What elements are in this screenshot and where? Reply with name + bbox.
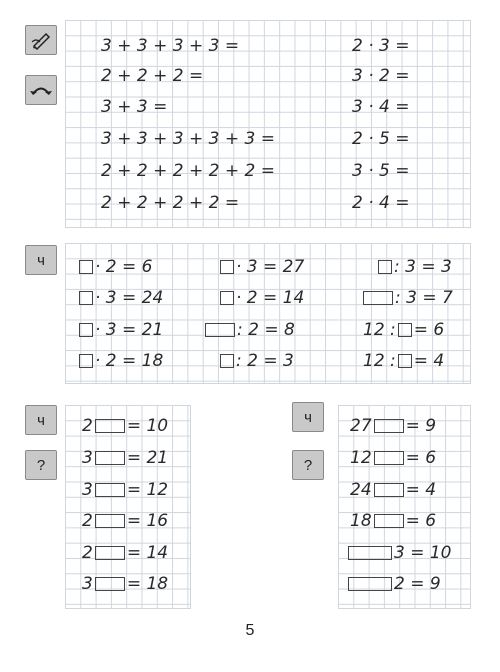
answer-box[interactable] — [79, 323, 93, 337]
swap-arrow-icon-button[interactable] — [25, 75, 57, 105]
s4-row-1: 12 = 6 — [350, 448, 437, 468]
answer-box-double[interactable] — [205, 323, 235, 337]
pencil-icon-button[interactable] — [25, 25, 57, 55]
answer-box[interactable] — [398, 354, 412, 368]
expr-s1-left-0: 3 + 3 + 3 + 3 = — [101, 36, 240, 56]
s2-col2-row-1: · 2 = 14 — [218, 288, 304, 308]
expr-s1-right-0: 2 · 3 = — [352, 36, 410, 56]
expr-s1-left-1: 2 + 2 + 2 = — [101, 66, 204, 86]
s2-col3-row-1: : 3 = 7 — [361, 288, 453, 308]
answer-box-double[interactable] — [95, 451, 125, 465]
answer-box-double[interactable] — [374, 483, 404, 497]
s3-row-3: 2 = 16 — [82, 511, 169, 531]
s2-col3-row-0: : 3 = 3 — [376, 257, 452, 277]
expr-s1-right-4: 3 · 5 = — [352, 161, 410, 181]
expr-s1-left-5: 2 + 2 + 2 + 2 = — [101, 193, 240, 213]
s3-row-4: 2 = 14 — [82, 543, 169, 563]
task-button-ch-s3[interactable]: ч — [25, 405, 57, 435]
answer-box[interactable] — [220, 354, 234, 368]
s4-row-3: 18 = 6 — [350, 511, 437, 531]
s4-row-4: 3 = 10 — [346, 543, 452, 563]
answer-box[interactable] — [79, 354, 93, 368]
expr-s1-right-1: 3 · 2 = — [352, 66, 410, 86]
task-button-ch[interactable]: ч — [25, 245, 57, 275]
expr-s1-left-2: 3 + 3 = — [101, 97, 168, 117]
answer-box-double[interactable] — [374, 451, 404, 465]
expr-s1-right-3: 2 · 5 = — [352, 129, 410, 149]
answer-box-double[interactable] — [95, 514, 125, 528]
answer-box[interactable] — [398, 323, 412, 337]
expr-s1-left-4: 2 + 2 + 2 + 2 + 2 = — [101, 161, 275, 181]
s3-row-2: 3 = 12 — [82, 480, 169, 500]
s2-col2-row-3: : 2 = 3 — [218, 351, 294, 371]
answer-box[interactable] — [378, 260, 392, 274]
task-button-ch-s4[interactable]: ч — [292, 402, 324, 432]
s2-col3-row-2: 12 : = 6 — [363, 320, 445, 340]
s2-col3-row-3: 12 : = 4 — [363, 351, 445, 371]
s4-row-5: 2 = 9 — [346, 574, 441, 594]
s4-row-0: 27 = 9 — [350, 416, 437, 436]
answer-box-double[interactable] — [363, 291, 393, 305]
answer-box-double[interactable] — [374, 419, 404, 433]
question-button-s3[interactable]: ? — [25, 450, 57, 480]
s2-col1-row-1: · 3 = 24 — [77, 288, 163, 308]
answer-box-double[interactable] — [95, 419, 125, 433]
answer-box[interactable] — [79, 260, 93, 274]
curved-arrow-icon — [29, 81, 53, 99]
s2-col1-row-2: · 3 = 21 — [77, 320, 163, 340]
answer-box-double[interactable] — [95, 483, 125, 497]
s2-col2-row-2: : 2 = 8 — [203, 320, 295, 340]
expr-s1-right-2: 3 · 4 = — [352, 97, 410, 117]
s2-col1-row-0: · 2 = 6 — [77, 257, 153, 277]
question-button-s4[interactable]: ? — [292, 450, 324, 480]
s2-col1-row-3: · 2 = 18 — [77, 351, 163, 371]
expr-s1-right-5: 2 · 4 = — [352, 193, 410, 213]
answer-box-double[interactable] — [95, 546, 125, 560]
s3-row-1: 3 = 21 — [82, 448, 169, 468]
page-number: 5 — [245, 622, 255, 639]
s4-row-2: 24 = 4 — [350, 480, 437, 500]
answer-box[interactable] — [220, 260, 234, 274]
expr-s1-left-3: 3 + 3 + 3 + 3 + 3 = — [101, 129, 275, 149]
answer-box-double[interactable] — [95, 577, 125, 591]
s3-row-0: 2 = 10 — [82, 416, 169, 436]
pencil-icon — [30, 30, 52, 50]
s3-row-5: 3 = 18 — [82, 574, 169, 594]
answer-box-double[interactable] — [374, 514, 404, 528]
answer-box[interactable] — [220, 291, 234, 305]
answer-box-triple[interactable] — [348, 546, 392, 560]
answer-box-triple[interactable] — [348, 577, 392, 591]
answer-box[interactable] — [79, 291, 93, 305]
s2-col2-row-0: · 3 = 27 — [218, 257, 304, 277]
